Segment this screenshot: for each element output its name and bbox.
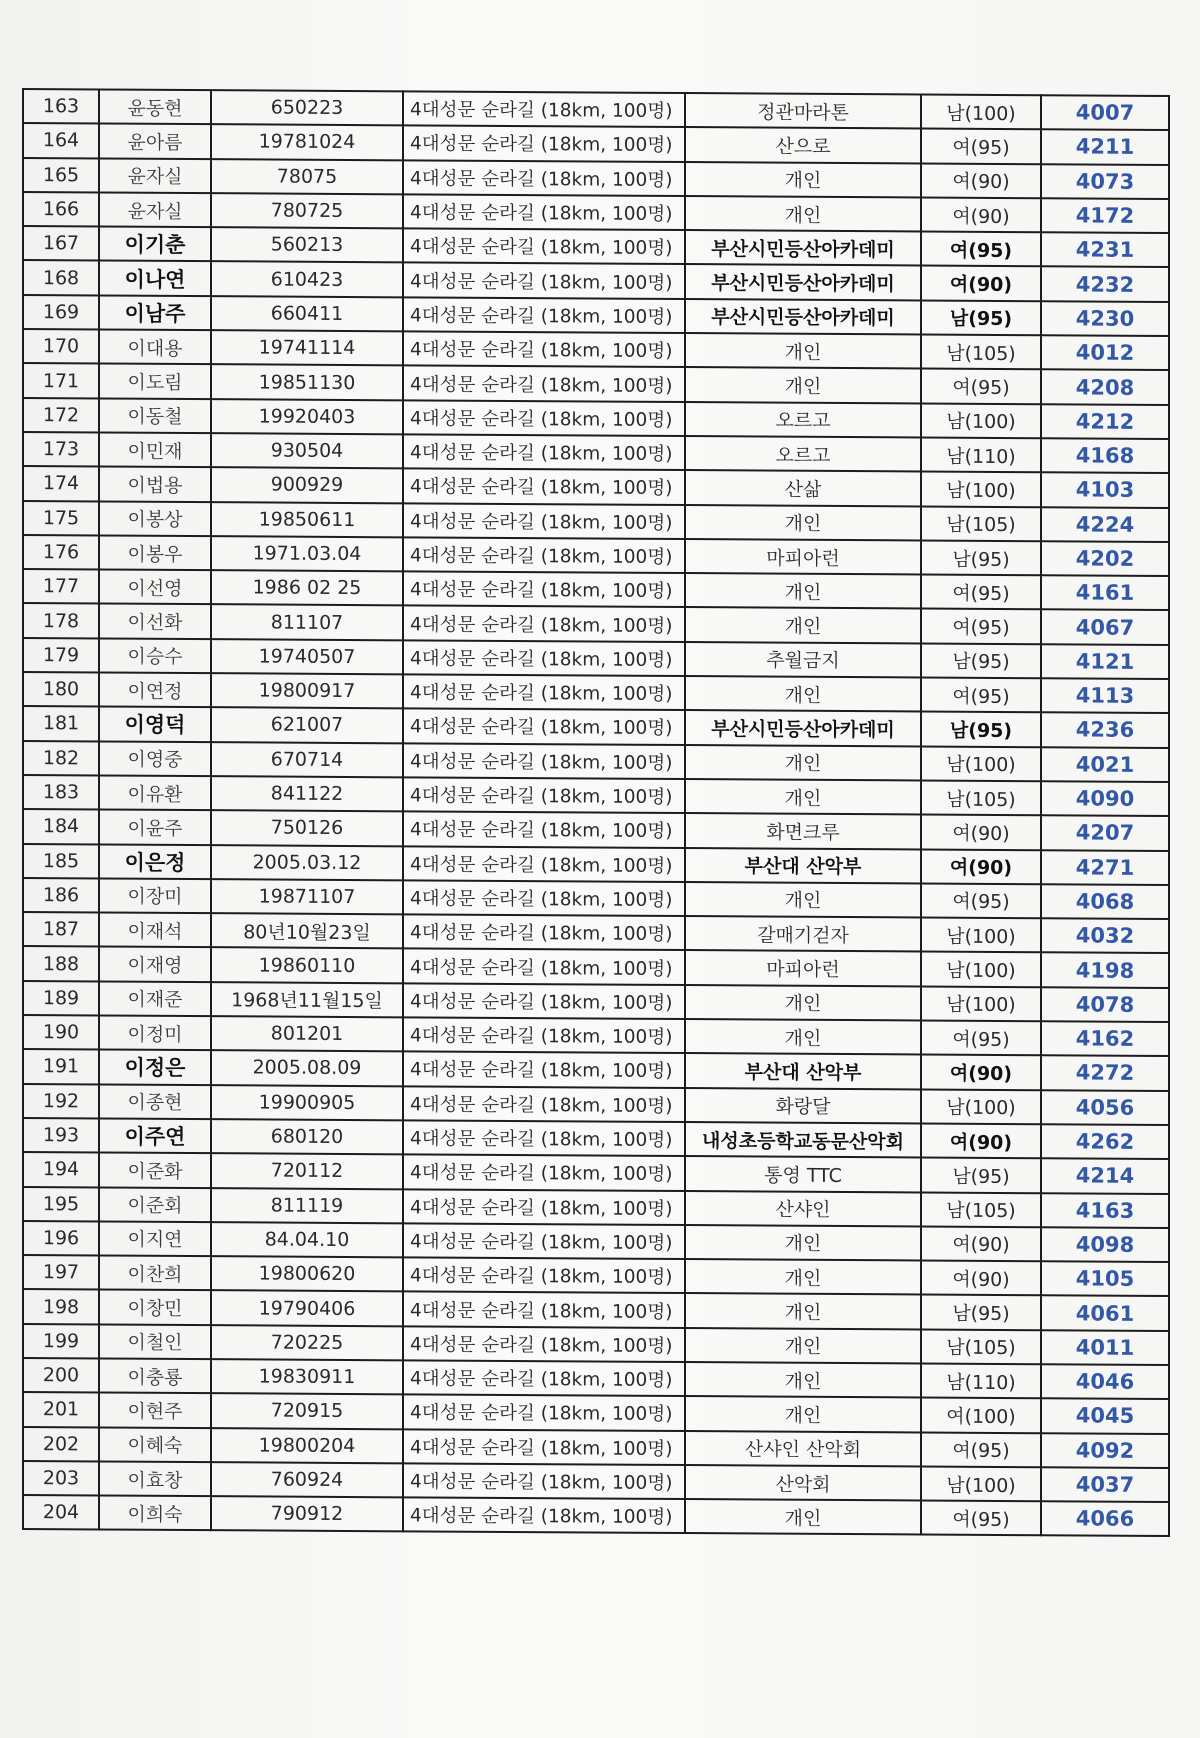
gender-cell: 남(95) [921, 300, 1041, 335]
row-number-cell: 193 [23, 1118, 99, 1153]
course-cell: 4대성문 순라길 (18km, 100명) [403, 1429, 685, 1465]
row-number-cell: 170 [23, 329, 99, 364]
gender-cell: 여(90) [921, 1261, 1041, 1296]
bib-cell: 4056 [1041, 1090, 1169, 1125]
gender-cell: 남(100) [921, 746, 1041, 781]
row-number-cell: 166 [23, 192, 99, 227]
name-cell: 이혜숙 [99, 1427, 211, 1462]
team-cell: 정관마라톤 [685, 93, 921, 129]
bib-cell: 4068 [1041, 884, 1169, 919]
team-cell: 부산시민등산아카데미 [685, 299, 921, 335]
course-cell: 4대성문 순라길 (18km, 100명) [403, 674, 685, 710]
gender-cell: 남(110) [921, 1363, 1041, 1398]
team-cell: 개인 [685, 1362, 921, 1398]
row-number-cell: 175 [23, 501, 99, 536]
gender-cell: 여(90) [921, 1055, 1041, 1090]
name-cell: 이주연 [99, 1118, 211, 1153]
bib-cell: 4078 [1041, 987, 1169, 1022]
bib-cell: 4198 [1041, 953, 1169, 988]
course-cell: 4대성문 순라길 (18km, 100명) [403, 743, 685, 779]
row-number-cell: 164 [23, 123, 99, 158]
course-cell: 4대성문 순라길 (18km, 100명) [403, 1017, 685, 1053]
gender-cell: 남(100) [921, 1089, 1041, 1124]
name-cell: 이동철 [99, 398, 211, 433]
team-cell: 부산시민등산아카데미 [685, 265, 921, 301]
bib-cell: 4032 [1041, 918, 1169, 953]
name-cell: 이영중 [99, 741, 211, 776]
name-cell: 이나연 [99, 261, 211, 296]
row-number-cell: 185 [23, 844, 99, 879]
team-cell: 내성초등학교동문산악회 [685, 1122, 921, 1158]
bib-cell: 4212 [1041, 404, 1169, 439]
bib-cell: 4262 [1041, 1124, 1169, 1159]
course-cell: 4대성문 순라길 (18km, 100명) [403, 331, 685, 367]
birth-date-cell: 621007 [211, 707, 403, 742]
team-cell: 개인 [685, 1019, 921, 1055]
gender-cell: 여(95) [921, 1432, 1041, 1467]
row-number-cell: 169 [23, 295, 99, 330]
gender-cell: 남(95) [921, 1158, 1041, 1193]
name-cell: 이재준 [99, 981, 211, 1016]
name-cell: 이승수 [99, 638, 211, 673]
gender-cell: 여(95) [921, 883, 1041, 918]
course-cell: 4대성문 순라길 (18km, 100명) [403, 949, 685, 985]
name-cell: 이철인 [99, 1324, 211, 1359]
gender-cell: 남(100) [921, 952, 1041, 987]
bib-cell: 4162 [1041, 1021, 1169, 1056]
team-cell: 산샤인 산악회 [685, 1431, 921, 1467]
row-number-cell: 196 [23, 1221, 99, 1256]
course-cell: 4대성문 순라길 (18km, 100명) [403, 571, 685, 607]
gender-cell: 여(95) [921, 369, 1041, 404]
name-cell: 이유환 [99, 775, 211, 810]
course-cell: 4대성문 순라길 (18km, 100명) [403, 983, 685, 1019]
team-cell: 산으로 [685, 127, 921, 163]
row-number-cell: 187 [23, 912, 99, 947]
bib-cell: 4105 [1041, 1261, 1169, 1296]
gender-cell: 여(90) [921, 266, 1041, 301]
team-cell: 개인 [685, 367, 921, 403]
birth-date-cell: 811119 [211, 1188, 403, 1223]
team-cell: 개인 [685, 1499, 921, 1535]
row-number-cell: 173 [23, 432, 99, 467]
birth-date-cell: 19871107 [211, 879, 403, 914]
team-cell: 개인 [685, 1293, 921, 1329]
bib-cell: 4092 [1041, 1433, 1169, 1468]
participant-table [22, 88, 1170, 1537]
course-cell: 4대성문 순라길 (18km, 100명) [403, 1360, 685, 1396]
name-cell: 이선영 [99, 570, 211, 605]
team-cell: 갈매기걷자 [685, 916, 921, 952]
row-number-cell: 178 [23, 603, 99, 638]
birth-date-cell: 19800917 [211, 673, 403, 708]
bib-cell: 4045 [1041, 1399, 1169, 1434]
gender-cell: 여(95) [921, 575, 1041, 610]
bib-cell: 4202 [1041, 541, 1169, 576]
bib-cell: 4168 [1041, 438, 1169, 473]
name-cell: 이재영 [99, 947, 211, 982]
gender-cell: 남(95) [921, 643, 1041, 678]
course-cell: 4대성문 순라길 (18km, 100명) [403, 91, 685, 127]
team-cell: 개인 [685, 1328, 921, 1364]
gender-cell: 남(100) [921, 1466, 1041, 1501]
gender-cell: 남(110) [921, 437, 1041, 472]
birth-date-cell: 900929 [211, 467, 403, 502]
bib-cell: 4272 [1041, 1056, 1169, 1091]
team-cell: 개인 [685, 1259, 921, 1295]
bib-cell: 4121 [1041, 644, 1169, 679]
name-cell: 이봉상 [99, 501, 211, 536]
gender-cell: 남(105) [921, 780, 1041, 815]
name-cell: 이지연 [99, 1221, 211, 1256]
team-cell: 오르고 [685, 436, 921, 472]
course-cell: 4대성문 순라길 (18km, 100명) [403, 1463, 685, 1499]
birth-date-cell: 811107 [211, 605, 403, 640]
course-cell: 4대성문 순라길 (18km, 100명) [403, 1292, 685, 1328]
row-number-cell: 163 [23, 89, 99, 124]
team-cell: 개인 [685, 162, 921, 198]
bib-cell: 4046 [1041, 1364, 1169, 1399]
bib-cell: 4207 [1041, 815, 1169, 850]
bib-cell: 4037 [1041, 1467, 1169, 1502]
row-number-cell: 181 [23, 706, 99, 741]
bib-cell: 4098 [1041, 1227, 1169, 1262]
team-cell: 부산시민등산아카데미 [685, 230, 921, 266]
course-cell: 4대성문 순라길 (18km, 100명) [403, 537, 685, 573]
row-number-cell: 177 [23, 569, 99, 604]
birth-date-cell: 19920403 [211, 399, 403, 434]
bib-cell: 4021 [1041, 747, 1169, 782]
row-number-cell: 197 [23, 1255, 99, 1290]
birth-date-cell: 1968년11월15일 [211, 982, 403, 1017]
course-cell: 4대성문 순라길 (18km, 100명) [403, 400, 685, 436]
birth-date-cell: 780725 [211, 193, 403, 228]
team-cell: 화면크루 [685, 813, 921, 849]
team-cell: 개인 [685, 779, 921, 815]
bib-cell: 4214 [1041, 1158, 1169, 1193]
participant-table-body [23, 89, 1169, 1536]
course-cell: 4대성문 순라길 (18km, 100명) [403, 914, 685, 950]
course-cell: 4대성문 순라길 (18km, 100명) [403, 1257, 685, 1293]
row-number-cell: 194 [23, 1152, 99, 1187]
name-cell: 이봉우 [99, 535, 211, 570]
course-cell: 4대성문 순라길 (18km, 100명) [403, 263, 685, 299]
name-cell: 이정미 [99, 1015, 211, 1050]
name-cell: 이충룡 [99, 1358, 211, 1393]
name-cell: 이선화 [99, 604, 211, 639]
row-number-cell: 188 [23, 946, 99, 981]
birth-date-cell: 680120 [211, 1119, 403, 1154]
birth-date-cell: 19800204 [211, 1428, 403, 1463]
name-cell: 이윤주 [99, 810, 211, 845]
course-cell: 4대성문 순라길 (18km, 100명) [403, 469, 685, 505]
name-cell: 이장미 [99, 878, 211, 913]
bib-cell: 4230 [1041, 301, 1169, 336]
birth-date-cell: 720915 [211, 1393, 403, 1428]
birth-date-cell: 650223 [211, 90, 403, 125]
bib-cell: 4067 [1041, 610, 1169, 645]
name-cell: 이준화 [99, 1153, 211, 1188]
birth-date-cell: 19900905 [211, 1085, 403, 1120]
name-cell: 이종현 [99, 1084, 211, 1119]
bib-cell: 4224 [1041, 507, 1169, 542]
row-number-cell: 180 [23, 672, 99, 707]
row-number-cell: 186 [23, 878, 99, 913]
name-cell: 이남주 [99, 295, 211, 330]
row-number-cell: 184 [23, 809, 99, 844]
gender-cell: 여(90) [921, 849, 1041, 884]
team-cell: 화랑달 [685, 1088, 921, 1124]
name-cell: 이찬희 [99, 1256, 211, 1291]
team-cell: 부산대 산악부 [685, 848, 921, 884]
team-cell: 개인 [685, 745, 921, 781]
birth-date-cell: 19740507 [211, 639, 403, 674]
team-cell: 마피아런 [685, 950, 921, 986]
bib-cell: 4236 [1041, 713, 1169, 748]
name-cell: 윤자실 [99, 158, 211, 193]
course-cell: 4대성문 순라길 (18km, 100명) [403, 709, 685, 745]
bib-cell: 4172 [1041, 198, 1169, 233]
bib-cell: 4271 [1041, 850, 1169, 885]
birth-date-cell: 1986 02 25 [211, 570, 403, 605]
course-cell: 4대성문 순라길 (18km, 100명) [403, 880, 685, 916]
name-cell: 이효창 [99, 1461, 211, 1496]
bib-cell: 4113 [1041, 678, 1169, 713]
gender-cell: 여(100) [921, 1398, 1041, 1433]
birth-date-cell: 2005.03.12 [211, 845, 403, 880]
birth-date-cell: 670714 [211, 742, 403, 777]
row-number-cell: 179 [23, 638, 99, 673]
gender-cell: 여(90) [921, 1123, 1041, 1158]
birth-date-cell: 19860110 [211, 948, 403, 983]
row-number-cell: 172 [23, 398, 99, 433]
course-cell: 4대성문 순라길 (18km, 100명) [403, 366, 685, 402]
team-cell: 개인 [685, 333, 921, 369]
birth-date-cell: 19850611 [211, 502, 403, 537]
course-cell: 4대성문 순라길 (18km, 100명) [403, 1223, 685, 1259]
name-cell: 이창민 [99, 1290, 211, 1325]
gender-cell: 여(95) [921, 1501, 1041, 1536]
gender-cell: 여(90) [921, 1226, 1041, 1261]
team-cell: 추월금지 [685, 642, 921, 678]
gender-cell: 여(95) [921, 678, 1041, 713]
team-cell: 산샤인 [685, 1191, 921, 1227]
team-cell: 개인 [685, 882, 921, 918]
bib-cell: 4161 [1041, 575, 1169, 610]
course-cell: 4대성문 순라길 (18km, 100명) [403, 812, 685, 848]
gender-cell: 남(100) [921, 94, 1041, 129]
name-cell: 이대용 [99, 330, 211, 365]
team-cell: 개인 [685, 676, 921, 712]
row-number-cell: 203 [23, 1461, 99, 1496]
course-cell: 4대성문 순라길 (18km, 100명) [403, 1326, 685, 1362]
course-cell: 4대성문 순라길 (18km, 100명) [403, 606, 685, 642]
gender-cell: 남(100) [921, 918, 1041, 953]
gender-cell: 남(105) [921, 506, 1041, 541]
birth-date-cell: 801201 [211, 1016, 403, 1051]
course-cell: 4대성문 순라길 (18km, 100명) [403, 640, 685, 676]
course-cell: 4대성문 순라길 (18km, 100명) [403, 297, 685, 333]
bib-cell: 4012 [1041, 335, 1169, 370]
bib-cell: 4090 [1041, 781, 1169, 816]
team-cell: 부산대 산악부 [685, 1053, 921, 1089]
birth-date-cell: 720112 [211, 1153, 403, 1188]
team-cell: 오르고 [685, 402, 921, 438]
course-cell: 4대성문 순라길 (18km, 100명) [403, 1086, 685, 1122]
birth-date-cell: 750126 [211, 810, 403, 845]
gender-cell: 남(100) [921, 472, 1041, 507]
team-cell: 개인 [685, 196, 921, 232]
row-number-cell: 165 [23, 158, 99, 193]
birth-date-cell: 80년10월23일 [211, 913, 403, 948]
course-cell: 4대성문 순라길 (18km, 100명) [403, 126, 685, 162]
course-cell: 4대성문 순라길 (18km, 100명) [403, 229, 685, 265]
birth-date-cell: 84.04.10 [211, 1222, 403, 1257]
team-cell: 개인 [685, 985, 921, 1021]
row-number-cell: 182 [23, 741, 99, 776]
team-cell: 통영 TTC [685, 1156, 921, 1192]
birth-date-cell: 19851130 [211, 365, 403, 400]
gender-cell: 남(95) [921, 712, 1041, 747]
birth-date-cell: 720225 [211, 1325, 403, 1360]
team-cell: 개인 [685, 573, 921, 609]
gender-cell: 남(105) [921, 335, 1041, 370]
course-cell: 4대성문 순라길 (18km, 100명) [403, 1497, 685, 1533]
team-cell: 마피아런 [685, 539, 921, 575]
course-cell: 4대성문 순라길 (18km, 100명) [403, 1155, 685, 1191]
row-number-cell: 174 [23, 466, 99, 501]
course-cell: 4대성문 순라길 (18km, 100명) [403, 194, 685, 230]
birth-date-cell: 19800620 [211, 1256, 403, 1291]
bib-cell: 4011 [1041, 1330, 1169, 1365]
name-cell: 이민재 [99, 432, 211, 467]
name-cell: 윤자실 [99, 192, 211, 227]
birth-date-cell: 19790406 [211, 1291, 403, 1326]
gender-cell: 여(90) [921, 197, 1041, 232]
row-number-cell: 190 [23, 1015, 99, 1050]
row-number-cell: 189 [23, 981, 99, 1016]
row-number-cell: 198 [23, 1289, 99, 1324]
gender-cell: 여(95) [921, 1021, 1041, 1056]
birth-date-cell: 19781024 [211, 124, 403, 159]
birth-date-cell: 841122 [211, 776, 403, 811]
course-cell: 4대성문 순라길 (18km, 100명) [403, 846, 685, 882]
course-cell: 4대성문 순라길 (18km, 100명) [403, 1189, 685, 1225]
row-number-cell: 195 [23, 1187, 99, 1222]
team-cell: 산악회 [685, 1465, 921, 1501]
row-number-cell: 202 [23, 1427, 99, 1462]
course-cell: 4대성문 순라길 (18km, 100명) [403, 160, 685, 196]
name-cell: 이정은 [99, 1050, 211, 1085]
row-number-cell: 167 [23, 226, 99, 261]
bib-cell: 4163 [1041, 1193, 1169, 1228]
row-number-cell: 168 [23, 260, 99, 295]
row-number-cell: 201 [23, 1392, 99, 1427]
bib-cell: 4061 [1041, 1296, 1169, 1331]
gender-cell: 남(100) [921, 986, 1041, 1021]
row-number-cell: 199 [23, 1324, 99, 1359]
gender-cell: 남(100) [921, 403, 1041, 438]
birth-date-cell: 19830911 [211, 1359, 403, 1394]
birth-date-cell: 790912 [211, 1496, 403, 1531]
course-cell: 4대성문 순라길 (18km, 100명) [403, 434, 685, 470]
name-cell: 이재석 [99, 913, 211, 948]
team-cell: 부산시민등산아카데미 [685, 710, 921, 746]
row-number-cell: 183 [23, 775, 99, 810]
birth-date-cell: 560213 [211, 227, 403, 262]
name-cell: 이준회 [99, 1187, 211, 1222]
birth-date-cell: 2005.08.09 [211, 1050, 403, 1085]
bib-cell: 4007 [1041, 95, 1169, 130]
course-cell: 4대성문 순라길 (18km, 100명) [403, 777, 685, 813]
name-cell: 이법용 [99, 467, 211, 502]
row-number-cell: 191 [23, 1049, 99, 1084]
name-cell: 이영덕 [99, 707, 211, 742]
gender-cell: 여(95) [921, 232, 1041, 267]
birth-date-cell: 610423 [211, 262, 403, 297]
gender-cell: 남(105) [921, 1192, 1041, 1227]
table-row [23, 1495, 1169, 1536]
bib-cell: 4103 [1041, 472, 1169, 507]
bib-cell: 4211 [1041, 130, 1169, 165]
course-cell: 4대성문 순라길 (18km, 100명) [403, 1120, 685, 1156]
bib-cell: 4073 [1041, 164, 1169, 199]
bib-cell: 4232 [1041, 267, 1169, 302]
birth-date-cell: 78075 [211, 159, 403, 194]
course-cell: 4대성문 순라길 (18km, 100명) [403, 1052, 685, 1088]
name-cell: 이기춘 [99, 227, 211, 262]
course-cell: 4대성문 순라길 (18km, 100명) [403, 1395, 685, 1431]
bib-cell: 4066 [1041, 1501, 1169, 1536]
gender-cell: 남(95) [921, 1295, 1041, 1330]
name-cell: 이희숙 [99, 1496, 211, 1531]
name-cell: 윤동현 [99, 89, 211, 124]
gender-cell: 남(95) [921, 540, 1041, 575]
name-cell: 이도림 [99, 364, 211, 399]
birth-date-cell: 760924 [211, 1462, 403, 1497]
name-cell: 이현주 [99, 1393, 211, 1428]
birth-date-cell: 19741114 [211, 330, 403, 365]
team-cell: 개인 [685, 505, 921, 541]
team-cell: 산삶 [685, 470, 921, 506]
team-cell: 개인 [685, 608, 921, 644]
row-number-cell: 171 [23, 363, 99, 398]
gender-cell: 여(90) [921, 815, 1041, 850]
row-number-cell: 192 [23, 1084, 99, 1119]
gender-cell: 남(105) [921, 1329, 1041, 1364]
name-cell: 윤아름 [99, 124, 211, 159]
gender-cell: 여(90) [921, 163, 1041, 198]
row-number-cell: 204 [23, 1495, 99, 1530]
name-cell: 이연정 [99, 673, 211, 708]
team-cell: 개인 [685, 1225, 921, 1261]
birth-date-cell: 660411 [211, 296, 403, 331]
bib-cell: 4208 [1041, 370, 1169, 405]
bib-cell: 4231 [1041, 232, 1169, 267]
row-number-cell: 200 [23, 1358, 99, 1393]
gender-cell: 여(95) [921, 129, 1041, 164]
gender-cell: 여(95) [921, 609, 1041, 644]
name-cell: 이은정 [99, 844, 211, 879]
team-cell: 개인 [685, 1396, 921, 1432]
row-number-cell: 176 [23, 535, 99, 570]
course-cell: 4대성문 순라길 (18km, 100명) [403, 503, 685, 539]
birth-date-cell: 1971.03.04 [211, 536, 403, 571]
birth-date-cell: 930504 [211, 433, 403, 468]
